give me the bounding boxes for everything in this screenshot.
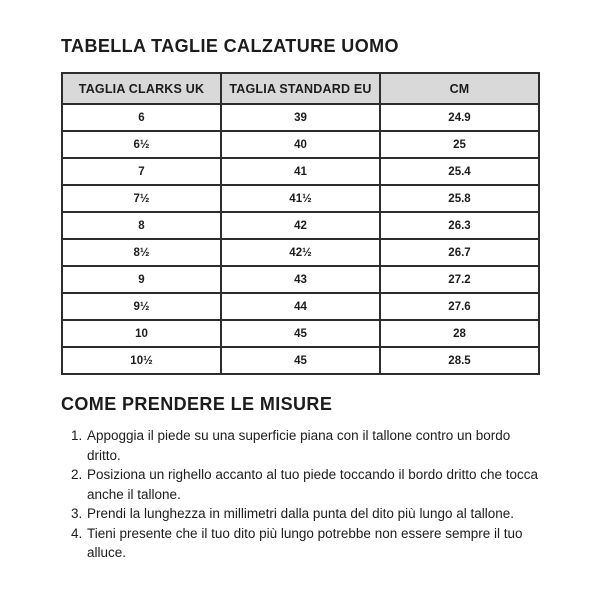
cell-cm: 28.5 <box>380 347 539 374</box>
cell-uk: 6½ <box>62 131 221 158</box>
table-row <box>62 131 539 158</box>
cell-uk: 10½ <box>62 347 221 374</box>
cell-cm: 25 <box>380 131 539 158</box>
cell-eu: 42½ <box>221 239 380 266</box>
table-row <box>62 347 539 374</box>
cell-cm: 24.9 <box>380 104 539 131</box>
measure-step: 1. Appoggia il piede su una superficie piana con il tallone contro un bordo dritto. <box>86 426 546 465</box>
cell-eu: 43 <box>221 266 380 293</box>
page-title: TABELLA TAGLIE CALZATURE UOMO <box>61 36 399 56</box>
table-row <box>62 185 539 212</box>
measure-step: 4. Tieni presente che il tuo dito più lungo potrebbe non essere sempre il tuo alluce. <box>86 524 546 563</box>
cell-eu: 44 <box>221 293 380 320</box>
cell-eu: 41 <box>221 158 380 185</box>
cell-uk: 7 <box>62 158 221 185</box>
cell-cm: 28 <box>380 320 539 347</box>
cell-uk: 8½ <box>62 239 221 266</box>
cell-cm: 26.3 <box>380 212 539 239</box>
cell-eu: 39 <box>221 104 380 131</box>
cell-uk: 7½ <box>62 185 221 212</box>
cell-eu: 40 <box>221 131 380 158</box>
measure-step: 3. Prendi la lunghezza in millimetri dalla punta del dito più lungo al tallone. <box>86 504 546 524</box>
column-header-cm: CM <box>380 73 539 104</box>
cell-uk: 9½ <box>62 293 221 320</box>
cell-uk: 8 <box>62 212 221 239</box>
table-row <box>62 212 539 239</box>
size-table <box>61 72 540 375</box>
table-row <box>62 239 539 266</box>
cell-eu: 45 <box>221 320 380 347</box>
cell-cm: 25.4 <box>380 158 539 185</box>
cell-uk: 9 <box>62 266 221 293</box>
cell-eu: 42 <box>221 212 380 239</box>
cell-eu: 41½ <box>221 185 380 212</box>
cell-uk: 6 <box>62 104 221 131</box>
cell-eu: 45 <box>221 347 380 374</box>
table-row <box>62 104 539 131</box>
measure-steps-list <box>68 426 546 563</box>
table-row <box>62 293 539 320</box>
cell-uk: 10 <box>62 320 221 347</box>
cell-cm: 27.2 <box>380 266 539 293</box>
measure-step: 2. Posiziona un righello accanto al tuo piede toccando il bordo dritto che tocca anche il tallone. <box>86 465 546 504</box>
column-header-eu: TAGLIA STANDARD EU <box>221 73 380 104</box>
cell-cm: 27.6 <box>380 293 539 320</box>
column-header-uk: TAGLIA CLARKS UK <box>62 73 221 104</box>
table-row <box>62 320 539 347</box>
table-row <box>62 266 539 293</box>
cell-cm: 25.8 <box>380 185 539 212</box>
cell-cm: 26.7 <box>380 239 539 266</box>
table-header-row <box>62 73 539 104</box>
measure-section-heading: COME PRENDERE LE MISURE <box>61 394 333 414</box>
table-row <box>62 158 539 185</box>
